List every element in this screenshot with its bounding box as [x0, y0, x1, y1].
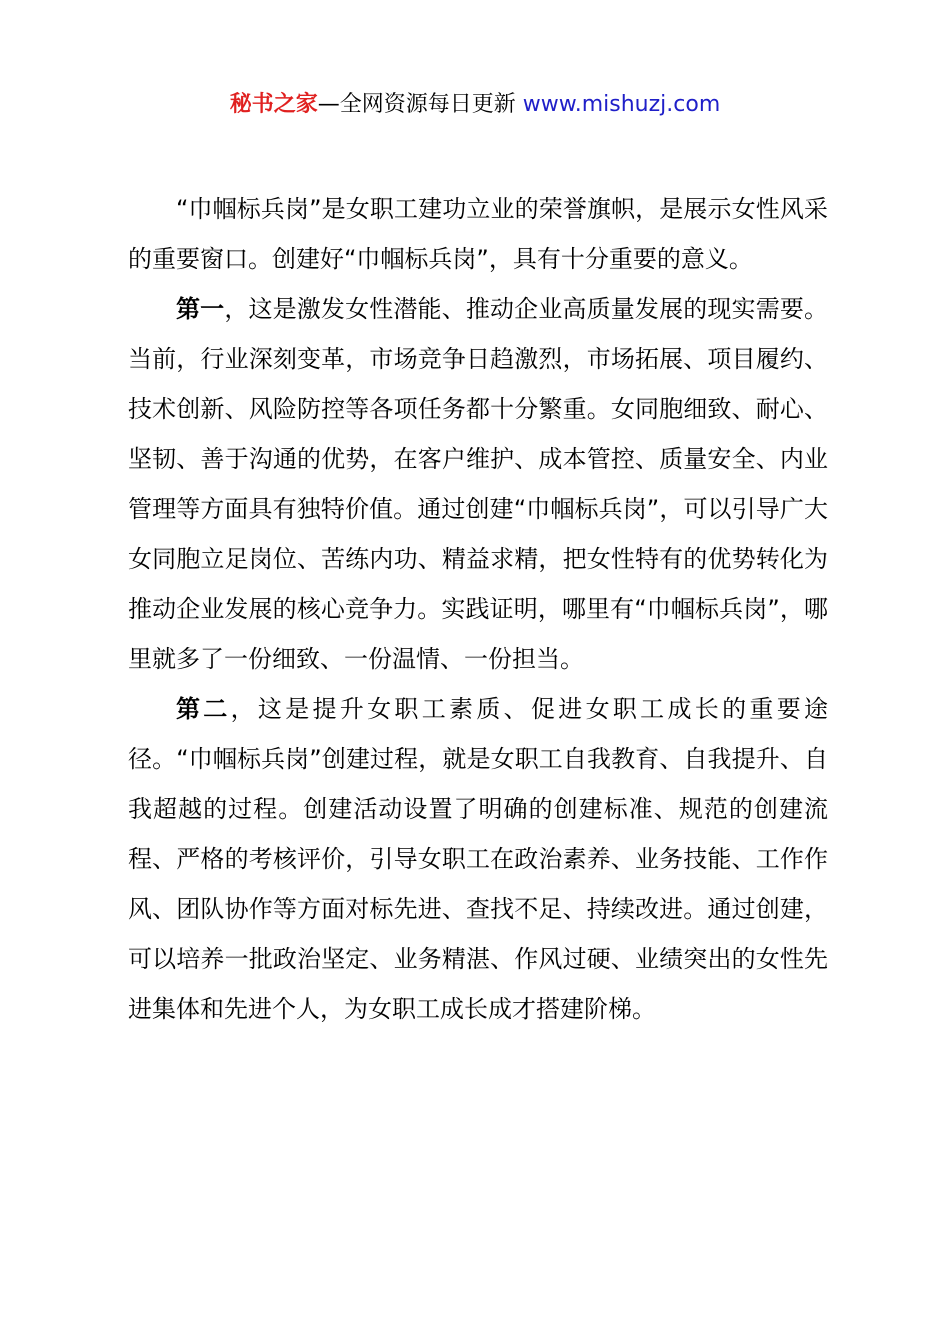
paragraph-text: ，这是提升女职工素质、促进女职工成长的重要途径。“巾帼标兵岗”创建过程，就是女职工自我教育、自我提升、自我超越的过程。创建活动设置了明确的创建标准、规范的创建流程、严格的考核评价，引导女职工在政治素养、业务技能、工作作风、团队协作等方面对标先进、查找不足、持续改进。通过创建，可以培养一批政治坚定、业务精湛、作风过硬、业绩突出的女性先进集体和先进个人，为女职工成长成才搭建阶梯。 [128, 695, 828, 1023]
paragraph-intro [128, 184, 828, 284]
paragraph-text: “巾帼标兵岗”是女职工建功立业的荣誉旗帜，是展示女性风采的重要窗口。创建好“巾帼标兵岗”，具有十分重要的意义。 [128, 195, 828, 273]
paragraph-first [128, 284, 828, 684]
paragraph-lead: 第一 [176, 295, 225, 323]
paragraph-lead: 第二 [176, 695, 231, 723]
website-link[interactable]: www.mishuzj.com [522, 92, 721, 117]
header-tagline: —全网资源每日更新 [317, 92, 523, 117]
paragraph-second [128, 684, 828, 1034]
paragraph-text: ，这是激发女性潜能、推动企业高质量发展的现实需要。当前，行业深刻变革，市场竞争日趋激烈，市场拓展、项目履约、技术创新、风险防控等各项任务都十分繁重。女同胞细致、耐心、坚韧、善于沟通的优势，在客户维护、成本管控、质量安全、内业管理等方面具有独特价值。通过创建“巾帼标兵岗”，可以引导广大女同胞立足岗位、苦练内功、精益求精，把女性特有的优势转化为推动企业发展的核心竞争力。实践证明，哪里有“巾帼标兵岗”，哪里就多了一份细致、一份温情、一份担当。 [128, 295, 829, 673]
brand-name: 秘书之家 [229, 92, 318, 117]
article-body [128, 184, 828, 1034]
site-header [0, 88, 950, 122]
